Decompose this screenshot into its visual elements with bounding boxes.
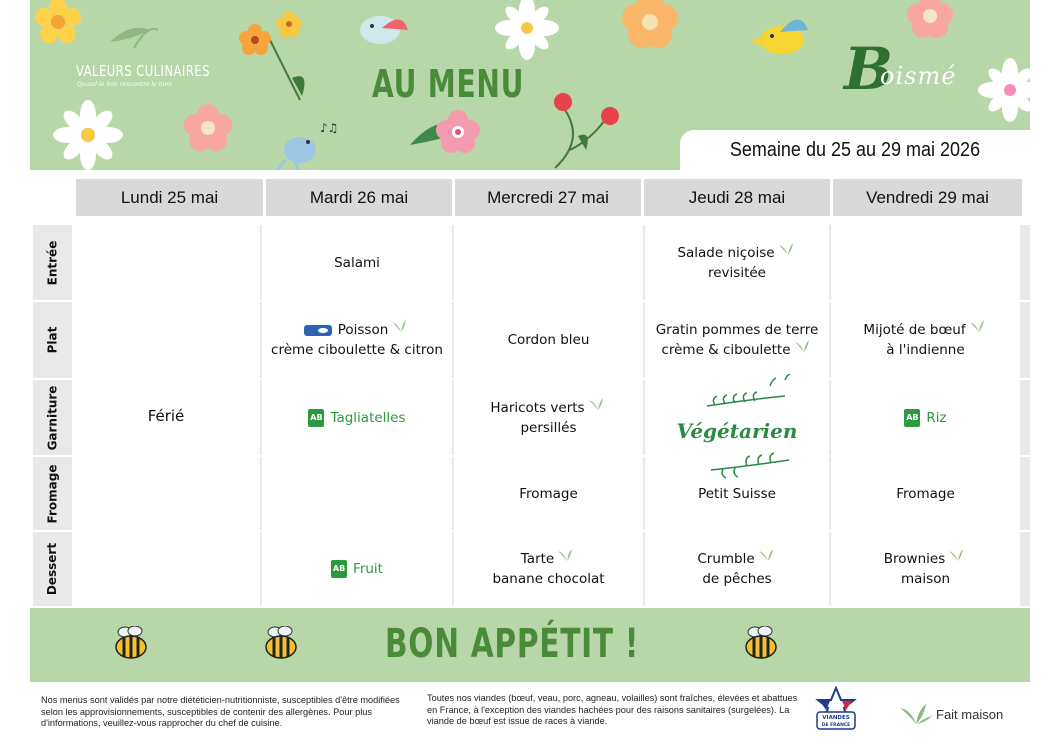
bon-appetit-title: BON APPÉTIT ! [385, 621, 640, 667]
dish-name: Fromage [896, 485, 955, 502]
week-label: Semaine du 25 au 29 mai 2026 [729, 138, 981, 161]
dish-name: Salade niçoise revisitée [677, 243, 796, 283]
day-headers [0, 179, 1061, 216]
week-tab [680, 130, 1030, 170]
dish-name: Salami [334, 254, 380, 271]
dish-name: Brownies maison [884, 549, 967, 589]
mardi-fromage-cell [262, 457, 452, 530]
day-header-mardi [266, 179, 452, 216]
fait-maison-leaf-icon [558, 549, 576, 561]
lundi-holiday-cell [72, 225, 260, 606]
mardi-dessert-cell [262, 532, 452, 606]
town-logo-name: oismé [880, 62, 957, 90]
dish-name: Fromage [519, 485, 578, 502]
day-label: Mercredi 27 mai [487, 187, 609, 207]
fait-maison-leaf-icon [779, 243, 797, 255]
day-header-vendredi [833, 179, 1022, 216]
day-label: Lundi 25 mai [120, 187, 219, 207]
dish-name: Gratin pommes de terre crème & ciboulette [655, 322, 819, 358]
day-header-lundi [76, 179, 263, 216]
bon-appetit-band [30, 608, 1030, 682]
dish-name: AB Fruit [332, 561, 383, 577]
fait-maison-legend [900, 704, 1003, 724]
dish-name: Cordon bleu [507, 332, 590, 348]
mercredi-garniture-cell [454, 380, 643, 455]
dish-name: AB Riz [906, 409, 947, 426]
day-label: Mardi 26 mai [309, 187, 409, 207]
bio-label-icon: AB [904, 409, 920, 427]
bee-icon [112, 626, 150, 660]
dish-name: AB Tagliatelles [310, 409, 406, 426]
vendredi-entree-cell [831, 225, 1020, 300]
svg-text:DE FRANCE: DE FRANCE [821, 723, 851, 728]
fait-maison-leaf-icon [589, 398, 607, 410]
viandes-de-france-logo-icon [810, 686, 862, 736]
bio-label-icon: AB [331, 560, 347, 578]
brand-logo [76, 62, 248, 88]
fait-maison-leaf-icon [900, 704, 932, 724]
jeudi-dessert-cell [645, 532, 829, 606]
row-label-dessert: Dessert [45, 542, 59, 596]
day-header-jeudi [644, 179, 830, 216]
vegetarian-stamp [645, 374, 829, 484]
mardi-entree-cell [262, 225, 452, 300]
vendredi-fromage-cell [831, 457, 1020, 530]
bee-icon [262, 626, 300, 660]
vendredi-garniture-cell [831, 380, 1020, 455]
jeudi-plat-cell [645, 302, 829, 378]
town-logo-initial: B [844, 35, 894, 103]
row-label-entree: Entrée [45, 240, 60, 285]
vendredi-plat-cell [831, 302, 1020, 378]
bio-label-icon: AB [308, 409, 324, 427]
dish-name: Petit Suisse [698, 485, 776, 502]
mercredi-dessert-cell [454, 532, 643, 606]
dish-name: Haricots verts persillés [490, 398, 606, 438]
dish-name: Poisson crème ciboulette & citron [271, 322, 443, 358]
row-label-garniture: Garniture [45, 385, 60, 450]
fait-maison-label: Fait maison [936, 706, 1004, 722]
fait-maison-leaf-icon [392, 320, 410, 332]
svg-text:♪♫: ♪♫ [320, 121, 339, 135]
dish-name: Tarte banane chocolat [492, 551, 605, 587]
dish-name: Mijoté de bœuf à l'indienne [863, 320, 987, 360]
brand-tagline: Quand le bon rencontre le bien [77, 81, 172, 88]
page-title: AU MENU [372, 62, 525, 106]
bee-icon [742, 626, 780, 660]
vendredi-dessert-cell [831, 532, 1020, 606]
msc-fish-label-icon [304, 325, 332, 336]
row-label-plat: Plat [45, 326, 59, 354]
day-label: Jeudi 28 mai [688, 187, 786, 207]
svg-text:VIANDES: VIANDES [822, 715, 850, 721]
mercredi-entree-cell [454, 225, 643, 300]
day-header-mercredi [455, 179, 641, 216]
row-label-fromage: Fromage [45, 464, 60, 523]
brand-name: VALEURS CULINAIRES [76, 62, 210, 80]
town-logo [844, 35, 984, 120]
vegetarian-label: Végétarien [676, 419, 798, 443]
mardi-plat-cell [262, 302, 452, 378]
fait-maison-leaf-icon [949, 549, 967, 561]
meat-origin-note: Toutes nos viandes (bœuf, veau, porc, agneau, volailles) sont fraîches, élevées et abattues en France, à l'exception des viandes hachées pour des raisons sanitaires (surgelées). La viande de bœuf est issue de races à viande. [427, 693, 798, 726]
holiday-label: Férié [147, 406, 185, 425]
jeudi-entree-cell [645, 225, 829, 300]
mardi-garniture-cell [262, 380, 452, 455]
fait-maison-leaf-icon [759, 549, 777, 561]
dish-name: Crumble de pêches [697, 549, 776, 589]
day-label: Vendredi 29 mai [866, 187, 989, 207]
fait-maison-leaf-icon [970, 320, 988, 332]
mercredi-plat-cell [454, 302, 643, 378]
fait-maison-leaf-icon [795, 340, 813, 352]
mercredi-fromage-cell [454, 457, 643, 530]
nutrition-disclaimer: Nos menus sont validés par notre diététicien-nutritionniste, susceptibles d'être modifiées selon les approvisionnements, susceptibles de contenir des allergènes. Pour plus d'informations, veuillez-vous rapprocher du chef de cuisine. [41, 695, 400, 728]
